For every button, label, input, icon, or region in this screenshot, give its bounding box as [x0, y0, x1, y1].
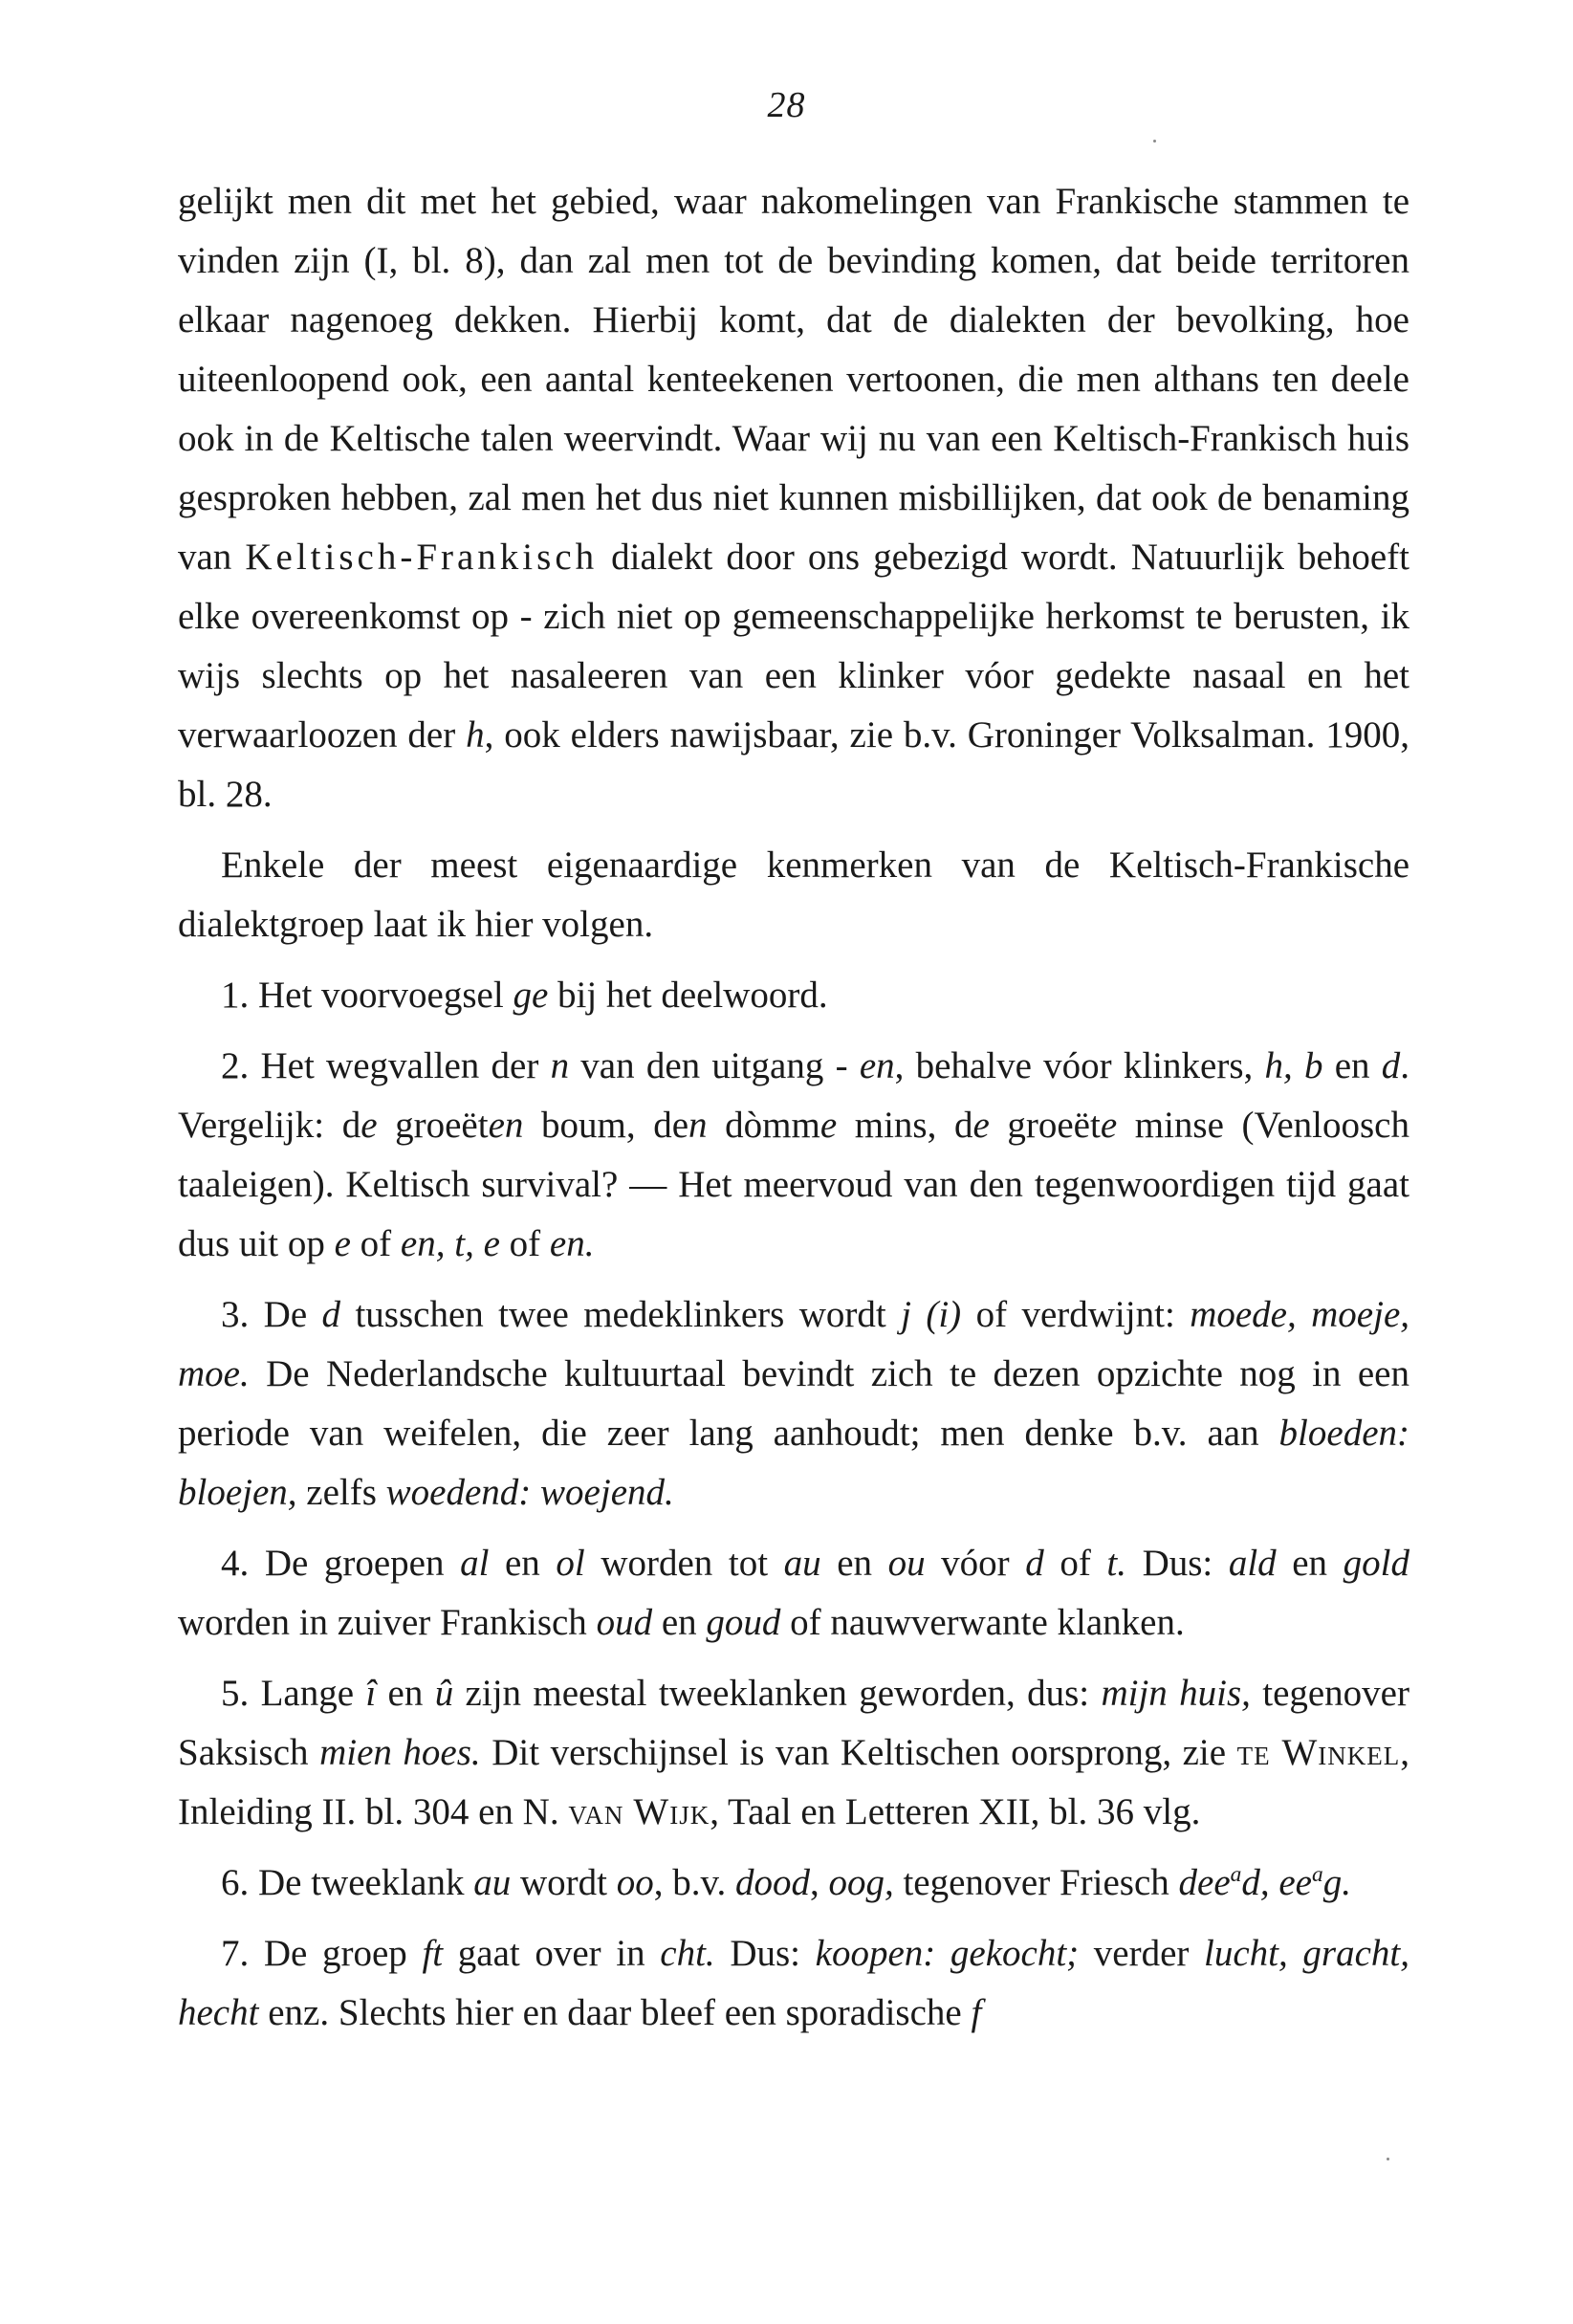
text-run: worden tot: [584, 1543, 784, 1584]
paragraph: [178, 1285, 1409, 1523]
paragraph-continuation: [178, 172, 1409, 824]
italic-text: ol: [556, 1543, 585, 1584]
text-run: De Nederlandsche kultuurtaal bevindt zich te dezen opzichte nog in een periode van weifelen, die zeer lang aanhoudt; men denke b.v. aan: [178, 1353, 1409, 1454]
text-run: , Taal en Letteren XII, bl. 36 vlg.: [710, 1791, 1201, 1832]
italic-text: d: [1025, 1543, 1044, 1584]
paragraph: [178, 1534, 1409, 1653]
italic-text: moede, moeje, moe.: [178, 1294, 1409, 1394]
text-run: 1. Het voorvoegsel: [221, 975, 513, 1016]
text-run: boum, de: [523, 1105, 689, 1146]
italic-text: î: [365, 1673, 377, 1714]
italic-text: woedend: woejend.: [385, 1472, 674, 1513]
italic-text: oud: [596, 1602, 653, 1643]
paragraph: [178, 1924, 1409, 2043]
scan-speck: [1387, 2158, 1389, 2160]
italic-text: d: [321, 1294, 341, 1335]
text-run: dialekt door ons gebezigd wordt. Natuurlijk behoeft elke overeenkomst op - zich niet op gemeenschappelijke herkomst te berusten, ik wijs slechts op het nasaleeren van een klinker vóor gedekte nasaal en het verwaarloozen der: [178, 537, 1409, 756]
text-run: zijn meestal tweeklanken geworden, dus:: [453, 1673, 1102, 1714]
text-run: . Vergelijk: d: [178, 1045, 1409, 1146]
italic-text: e: [334, 1223, 351, 1264]
text-run: wordt: [511, 1862, 617, 1903]
italic-text: t.: [1106, 1543, 1126, 1584]
italic-text: ge: [513, 975, 549, 1016]
text-run: 7. De groep: [221, 1933, 423, 1974]
text-run: , Inleiding II. bl. 304 en N.: [178, 1732, 1410, 1832]
text-run: worden in zuiver Frankisch: [178, 1602, 597, 1643]
italic-text: e: [360, 1105, 378, 1146]
text-run: zelfs: [296, 1472, 386, 1513]
italic-text: e: [972, 1105, 990, 1146]
italic-text: ou: [887, 1543, 926, 1584]
italic-text: en: [859, 1045, 895, 1086]
text-run: bij het deelwoord.: [548, 975, 828, 1016]
italic-text: h, b: [1264, 1045, 1323, 1086]
paragraph: [178, 1664, 1409, 1842]
italic-text: en: [488, 1105, 524, 1146]
text-run: 6. De tweeklank: [221, 1862, 474, 1903]
italic-text: j (i): [901, 1294, 962, 1335]
italic-text: en, t, e: [400, 1223, 500, 1264]
text-run: verder: [1079, 1933, 1205, 1974]
text-run: 5. Lange: [221, 1673, 366, 1714]
text-run: of verdwijnt:: [961, 1294, 1191, 1335]
italic-text: oog,: [828, 1862, 894, 1903]
spaced-text: Keltisch-Frankisch: [245, 537, 599, 578]
superscript-text: a: [1312, 1862, 1323, 1887]
text-run: gelijkt men dit met het gebied, waar nakomelingen van Frankische stammen te vinden zijn (I, bl. 8), dan zal men tot de bevinding komen, dat beide territoren elkaar nagenoeg dekken. Hierbij komt, dat de dialekten der bevolking, hoe uiteenloopend ook, een aantal kenteekenen vertoonen, die men althans ten deele ook in de Keltische talen weervindt. Waar wij nu van een Keltisch-Frankisch huis gesproken hebben, zal men het dus niet kunnen misbillijken, dat ook de benaming van: [178, 181, 1409, 578]
italic-text: cht.: [660, 1933, 715, 1974]
text-run: gaat over in: [443, 1933, 661, 1974]
text-run: groeët: [377, 1105, 489, 1146]
text-run: Enkele der meest eigenaardige kenmerken van de Keltisch-Frankische dialektgroep laat ik hier volgen.: [178, 844, 1409, 945]
text-run: van den uitgang -: [569, 1045, 860, 1086]
text-run: en: [820, 1543, 888, 1584]
italic-text: g.: [1322, 1862, 1351, 1903]
smallcaps-name: te Winkel: [1236, 1732, 1401, 1773]
paragraph: [178, 966, 1409, 1025]
text-run: groeët: [989, 1105, 1101, 1146]
italic-text: h: [466, 714, 485, 756]
italic-text: n: [688, 1105, 708, 1146]
text-run: of: [499, 1223, 550, 1264]
italic-text: lucht, gracht, hecht: [178, 1933, 1409, 2033]
smallcaps-name: van Wijk: [568, 1791, 710, 1832]
italic-text: dee: [1178, 1862, 1231, 1903]
italic-text: d, ee: [1241, 1862, 1312, 1903]
text-run: en: [376, 1673, 435, 1714]
italic-text: ft: [422, 1933, 444, 1974]
text-run: vóor: [925, 1543, 1026, 1584]
italic-text: bloeden: bloejen,: [178, 1413, 1409, 1513]
text-run: of: [350, 1223, 401, 1264]
text-run: en: [1276, 1543, 1344, 1584]
scan-speck: [1153, 140, 1156, 143]
italic-text: f: [971, 1992, 982, 2033]
text-run: 3. De: [221, 1294, 322, 1335]
italic-text: mien hoes.: [319, 1732, 481, 1773]
text-run: , ook elders nawijsbaar, zie b.v. Groninger Volksalman. 1900, bl. 28.: [178, 714, 1409, 815]
italic-text: dood: [734, 1862, 810, 1903]
text-run: of: [1043, 1543, 1107, 1584]
text-run: tegenover Friesch: [893, 1862, 1179, 1903]
page-number: 28: [767, 85, 806, 125]
italic-text: mijn huis,: [1101, 1673, 1251, 1714]
text-run: Dit verschijnsel is van Keltischen oorsprong, zie: [480, 1732, 1237, 1773]
text-run: enz. Slechts hier en daar bleef een sporadische: [258, 1992, 972, 2033]
italic-text: oo: [616, 1862, 654, 1903]
text-run: minse (Venloosch taaleigen). Keltisch survival? — Het meervoud van den tegenwoordigen tijd gaat dus uit op: [178, 1105, 1409, 1264]
text-run: ,: [809, 1862, 829, 1903]
body-text: [178, 172, 1409, 2043]
text-run: of nauwverwante klanken.: [780, 1602, 1185, 1643]
text-run: dòmm: [707, 1105, 820, 1146]
italic-text: koopen: gekocht;: [815, 1933, 1080, 1974]
italic-text: al: [460, 1543, 490, 1584]
text-run: 2. Het wegvallen der: [221, 1045, 551, 1086]
text-run: en: [1322, 1045, 1382, 1086]
italic-text: en.: [549, 1223, 595, 1264]
text-run: , b.v.: [653, 1862, 735, 1903]
paragraph: [178, 1037, 1409, 1274]
text-run: Dus:: [1125, 1543, 1229, 1584]
paragraph: [178, 1853, 1409, 1913]
italic-text: e: [819, 1105, 838, 1146]
italic-text: gold: [1343, 1543, 1409, 1584]
superscript-text: a: [1230, 1862, 1242, 1887]
italic-text: n: [550, 1045, 570, 1086]
paragraph: [178, 836, 1409, 954]
text-run: 4. De groepen: [221, 1543, 461, 1584]
text-run: en: [489, 1543, 557, 1584]
italic-text: d: [1381, 1045, 1401, 1086]
italic-text: û: [434, 1673, 454, 1714]
italic-text: au: [473, 1862, 512, 1903]
text-run: mins, d: [837, 1105, 973, 1146]
italic-text: e: [1100, 1105, 1118, 1146]
text-run: Dus:: [714, 1933, 816, 1974]
text-run: tusschen twee medeklinkers wordt: [340, 1294, 902, 1335]
text-run: en: [652, 1602, 707, 1643]
italic-text: au: [783, 1543, 821, 1584]
text-run: , behalve vóor klinkers,: [894, 1045, 1265, 1086]
italic-text: goud: [706, 1602, 781, 1643]
italic-text: ald: [1228, 1543, 1277, 1584]
text-run: tegenover Saksisch: [178, 1673, 1409, 1773]
